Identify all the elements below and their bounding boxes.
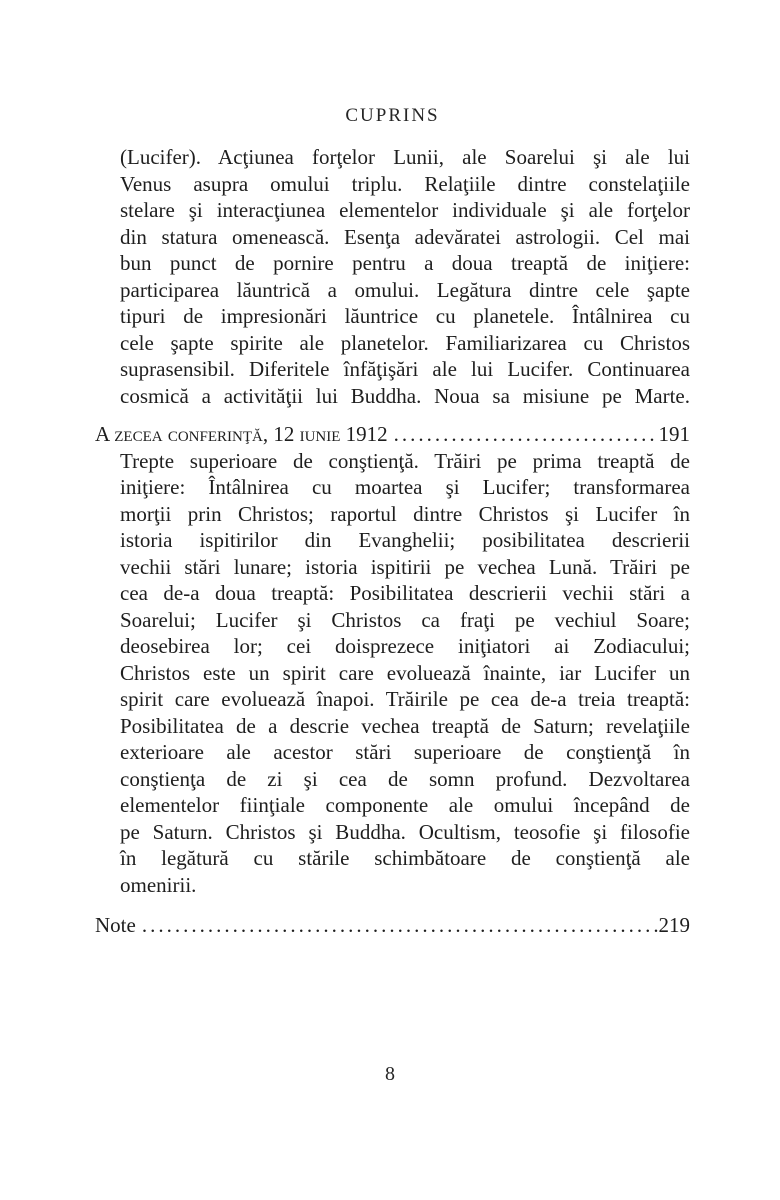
page-number: 8 [385, 1063, 395, 1085]
dot-leader [394, 421, 658, 448]
text-line: participarea lăuntrică a omului. Legătura dintre cele şapte [120, 277, 690, 302]
text-line: iniţiere: Întâlnirea cu moartea şi Lucifer; transformarea [120, 475, 690, 499]
text-line: bun punct de pornire pentru a doua treaptă de iniţiere: [120, 251, 690, 275]
text-line: elementelor fiinţiale componente ale omului începând de [120, 793, 690, 817]
toc-entry-page-number: 191 [658, 422, 690, 446]
text-line: exterioare ale acestor stări superioare de conştienţă în [120, 740, 690, 764]
text-line: cele şapte spirite ale planetelor. Familiarizarea cu Christos [120, 330, 690, 355]
toc-note-title: Note [95, 913, 136, 937]
toc-entry-note [95, 912, 690, 939]
text-line: morţii prin Christos; raportul dintre Christos şi Lucifer în [120, 501, 690, 526]
text-line: în legătură cu stările schimbătoare de conştienţă ale [120, 846, 690, 870]
text-line: Trepte superioare de conştienţă. Trăiri pe prima treaptă de [120, 448, 690, 473]
toc-entry-description [120, 448, 690, 899]
contents-title: CUPRINS [345, 105, 440, 126]
text-line: vechii stări lunare; istoria ispitirii pe vechea Lună. Trăiri pe [120, 554, 690, 579]
text-line: (Lucifer). Acţiunea forţelor Lunii, ale Soarelui şi ale lui [120, 145, 690, 169]
text-line: suprasensibil. Diferitele înfăţişări ale lui Lucifer. Continuarea [120, 357, 690, 381]
text-line: spirit care evoluează înapoi. Trăirile pe cea de-a treia treaptă: [120, 687, 690, 711]
text-line: cosmică a activităţii lui Buddha. Noua sa misiune pe Marte. [120, 383, 690, 408]
text-line: pe Saturn. Christos şi Buddha. Ocultism, teosofie şi filosofie [120, 819, 690, 844]
text-line: Venus asupra omului triplu. Relaţiile dintre constelaţiile [120, 171, 690, 196]
toc-continuation-text [120, 144, 690, 409]
text-line: omenirii. [120, 872, 197, 897]
text-line: Christos este un spirit care evoluează înainte, iar Lucifer un [120, 660, 690, 685]
text-line: Soarelui; Lucifer şi Christos ca fraţi pe vechiul Soare; [120, 607, 690, 632]
table-of-contents [95, 144, 690, 939]
toc-note-page-number: 219 [658, 913, 690, 937]
text-line: istoria ispitirilor din Evanghelii; posibilitatea descrierii [120, 528, 690, 552]
text-line: din statura omenească. Esenţa adevăratei astrologii. Cel mai [120, 224, 690, 249]
text-line: Posibilitatea de a descrie vechea treaptă de Saturn; revelaţiile [120, 713, 690, 738]
toc-entry-lecture-10 [95, 421, 690, 448]
text-line: stelare şi interacţiunea elementelor individuale şi ale forţelor [120, 198, 690, 222]
text-line: cea de-a doua treaptă: Posibilitatea descrierii vechii stări a [120, 581, 690, 605]
dot-leader [142, 912, 658, 939]
text-line: deosebirea lor; cei doisprezece iniţiatori ai Zodiacului; [120, 634, 690, 658]
toc-entry-title: A zecea conferinţă, 12 iunie 1912 [95, 422, 388, 446]
text-line: conştienţa de zi şi cea de somn profund. Dezvoltarea [120, 766, 690, 791]
text-line: tipuri de impresionări lăuntrice cu planetele. Întâlnirea cu [120, 304, 690, 328]
